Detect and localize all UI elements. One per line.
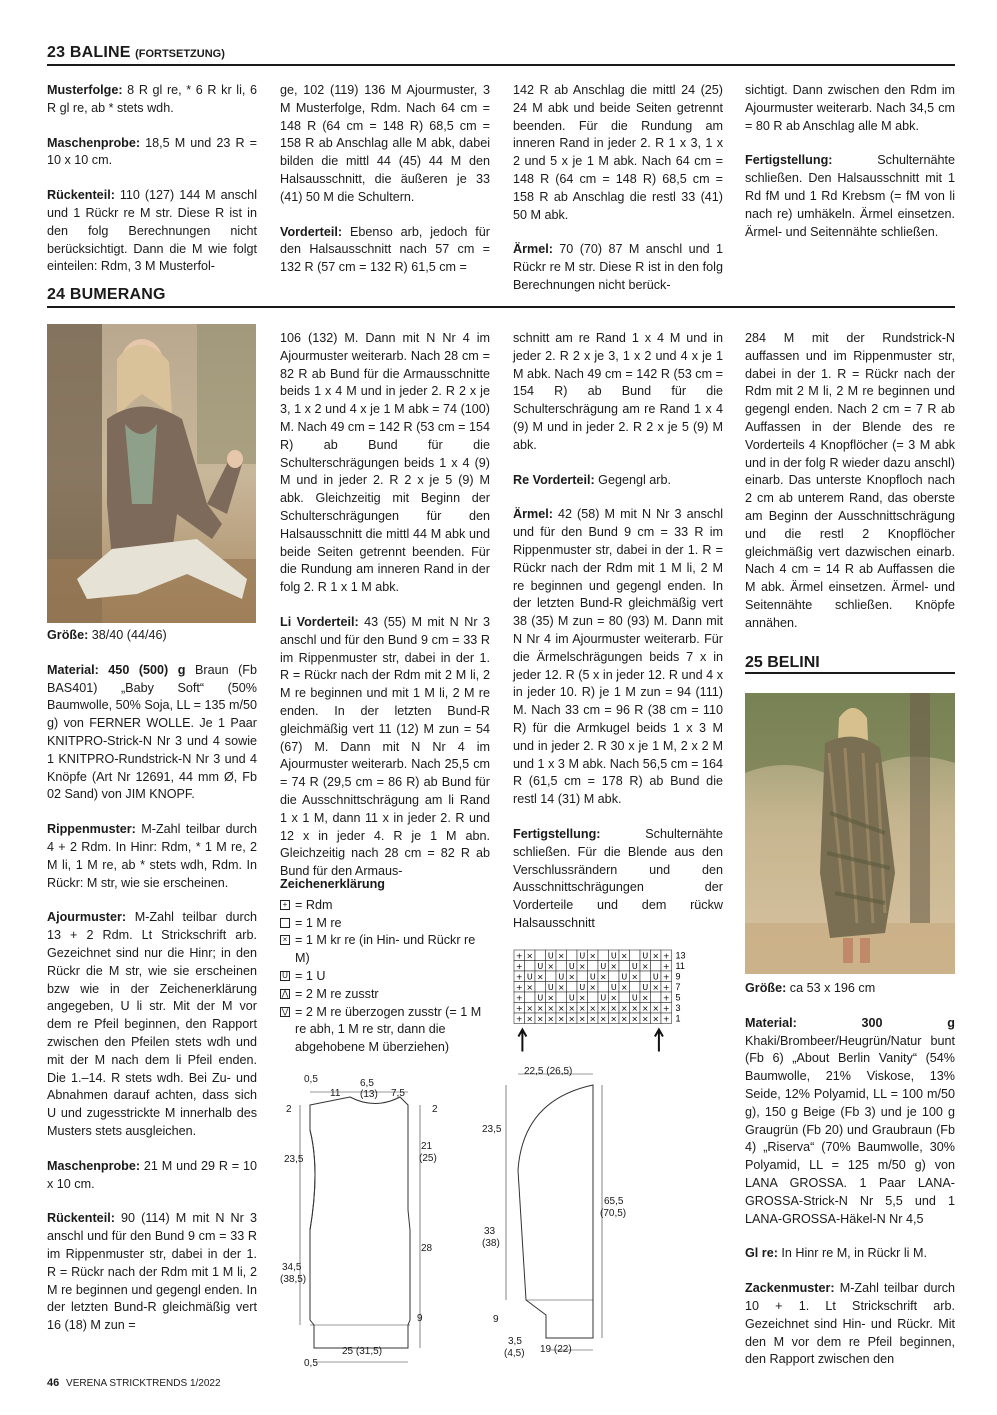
model-photo-bumerang (47, 324, 256, 623)
chart-row-label: 7 (675, 982, 681, 992)
paragraph (745, 980, 955, 998)
chart-symbol: + (662, 962, 670, 971)
chart-symbol: U (642, 983, 649, 992)
paragraph-text: 42 (58) M mit N Nr 3 anschl und für den Bund 9 cm = 33 R im Rippenmuster str, dabei in der 1. R = Rückr nach der Rdm mit 1 M li, 2 M re beginnen und gegengl enden. In der letzten Bund-R gleichmäßig vert 38 (35) M zun = 80 (93) M. Dann mit N Nr 4 im Ajourmuster weiterarb. Für die Ärmelschrägungen beids 7 x in jeder 12. R (5 x in jeder 12. R und 4 x in jeder 10. R) je 1 M zun = 94 (111) M. Nach 33 cm = 96 R (38 cm = 110 R) für die Armkugel beids 1 x 3 M und in jeder 2. R 30 x je 1 M, 2 x 2 M und 1 x 3 M abk. Nach 56,5 cm = 164 R (61,5 cm = 178 R) ab Bund die restl 14 (31) M abk. (513, 507, 723, 807)
paragraph-label: Gl re: (745, 1246, 778, 1261)
paragraph (745, 82, 955, 135)
dim-label: 0,5 (304, 1358, 318, 1369)
paragraph-label: Material: 300 g (745, 1015, 955, 1030)
legend-symbol-icon: ⋁ (281, 1006, 289, 1016)
paragraph-label: Li Vorderteil: (280, 614, 359, 629)
dim-label: (4,5) (504, 1348, 525, 1359)
paragraph-label: Größe: (47, 628, 89, 642)
chart-symbol: + (515, 962, 523, 971)
chart-symbol: × (599, 1004, 607, 1013)
chart-symbol: × (652, 983, 660, 992)
chart-cell (567, 982, 578, 993)
legend-text: = 1 M kr re (in Hin- und Rückr re M) (295, 933, 476, 966)
paragraph (745, 330, 955, 633)
chart-symbol: × (557, 983, 565, 992)
legend-symbol-icon: + (280, 900, 290, 910)
chart-cell (577, 971, 588, 982)
legend-text: = 2 M re überzogen zusstr (= 1 M re abh, 1 M re str, dann die abgehobene M überziehen) (295, 1004, 482, 1055)
chart-symbol: × (599, 1014, 607, 1024)
chart-symbol: + (662, 993, 670, 1003)
magazine-name: VERENA STRICKTRENDS 1/2022 (66, 1378, 221, 1389)
chart-symbol: × (620, 951, 628, 961)
chart-symbol: × (526, 951, 534, 961)
paragraph-text: 38/40 (44/46) (88, 628, 167, 642)
chart-symbol: × (578, 962, 586, 971)
chart-cell (598, 950, 609, 961)
chart-symbol: × (578, 1004, 586, 1013)
legend-item (280, 968, 490, 986)
dim-label: 9 (417, 1313, 423, 1324)
paragraph-text: In Hinr re M, in Rückr li M. (777, 1246, 927, 1261)
chart-cell (525, 992, 536, 1003)
dim-label: 3,5 (508, 1336, 522, 1347)
chart-symbol: U (600, 993, 607, 1003)
chart-symbol: U (642, 951, 649, 961)
legend-text: = 1 U (295, 968, 326, 983)
dim-label: 25 (31,5) (342, 1346, 383, 1357)
chart-symbol: U (589, 972, 596, 982)
dim-label: 9 (493, 1314, 499, 1325)
paragraph-text: 18,5 M und 23 R = 10 x 10 cm. (47, 135, 257, 168)
chart-symbol: × (641, 1014, 649, 1024)
paragraph-label: Rückenteil: (47, 1211, 115, 1226)
chart-symbol: U (547, 983, 554, 992)
paragraph (513, 826, 723, 933)
chart-symbol: × (557, 1014, 565, 1024)
chart-symbol: × (589, 951, 597, 961)
paragraph (280, 224, 490, 277)
chart-row-label: 3 (675, 1003, 681, 1013)
chart-cell (588, 961, 599, 972)
paragraph-text: Schulternähte schließen. Für die Blende aus den Verschlussrändern und den Ausschnittschrägungen der Vorderteile und dem rückw Halsausschnitt (513, 826, 723, 930)
chart-symbol: × (610, 993, 618, 1003)
paragraph (47, 909, 257, 1140)
paragraph-text: 21 M und 29 R = 10 x 10 cm. (47, 1158, 257, 1191)
chart-symbol: + (662, 951, 670, 961)
chart-symbol: U (610, 983, 617, 992)
legend-title: Zeichenerklärung (280, 877, 385, 891)
chart-symbol: + (662, 983, 670, 992)
section-23-header (47, 44, 955, 66)
dim-label: (13) (360, 1089, 378, 1100)
dim-label: 28 (421, 1243, 433, 1254)
paragraph-label: Größe: (745, 981, 787, 995)
chart-symbol: × (631, 1014, 639, 1024)
chart-symbol: × (620, 983, 628, 992)
chart-symbol: + (662, 1004, 670, 1013)
chart-symbol: × (589, 983, 597, 992)
paragraph-label: Fertigstellung: (513, 826, 601, 841)
chart-symbol: U (558, 972, 565, 982)
paragraph (47, 1158, 257, 1194)
legend-symbol-icon: U (280, 971, 290, 981)
chart-symbol: + (515, 972, 523, 982)
chart-symbol: U (631, 993, 638, 1003)
legend-item (280, 915, 490, 933)
paragraph (513, 506, 723, 809)
chart-symbol: × (547, 962, 555, 971)
paragraph-label: Rückenteil: (47, 188, 115, 203)
paragraph (745, 1245, 955, 1263)
legend-item (280, 986, 490, 1004)
chart-symbol: × (547, 993, 555, 1003)
paragraph-label: Ärmel: (513, 242, 553, 257)
paragraph-label: Vorderteil: (280, 224, 343, 239)
legend-item (280, 1004, 490, 1057)
chart-cell (535, 982, 546, 993)
paragraph-label: Ärmel: (513, 507, 553, 522)
paragraph (47, 627, 257, 645)
chart-symbol: U (652, 972, 659, 982)
paragraph-text: 8 R gl re, * 6 R kr li, 6 R gl re, ab * stets wdh. (47, 83, 257, 115)
paragraph (513, 330, 723, 455)
chart-symbol: × (536, 972, 544, 982)
chart-symbol: + (662, 972, 670, 982)
chart-symbol: + (515, 1014, 523, 1024)
chart-row-label: 13 (675, 950, 686, 961)
paragraph-label: Material: 450 (500) g (47, 662, 186, 677)
dim-label: 0,5 (304, 1074, 318, 1085)
paragraph (47, 662, 257, 804)
chart-row-label: 11 (675, 961, 685, 971)
chart-symbol: U (537, 962, 544, 971)
dim-label: 7,5 (391, 1088, 405, 1099)
section-23-col-1 (47, 82, 257, 278)
chart-symbol: × (568, 972, 576, 982)
chart-symbol: U (526, 972, 533, 982)
section-23-col-2 (280, 82, 490, 278)
chart-symbol: U (600, 962, 607, 971)
paragraph-label: Re Vorderteil: (513, 472, 595, 487)
section-24-header (47, 286, 955, 308)
dim-label: 33 (484, 1226, 496, 1237)
chart-cell (535, 950, 546, 961)
chart-symbol: × (536, 1014, 544, 1024)
paragraph-text: M-Zahl teilbar durch 13 + 2 Rdm. Lt Strickschrift arb. Gezeichnet sind nur die Hinr; in den Rückr die M str, wie sie erscheinen bzw wie in der Zeichenerklärung angegeben, U li str. Mit der M vor dem re Pfeil beginnen, den Rapport zwischen den Pfeilen stets wdh und mit der M nach dem li Pfeil enden. Die 1.–14. R stets wdh. Bei Zu- und Abnahmen darauf achten, dass sich U und zugesstrickte M innerhalb des Musters stets ausgleichen. (47, 910, 257, 1138)
chart-symbol: U (568, 962, 575, 971)
chart-cell (630, 982, 641, 993)
dim-label: (70,5) (600, 1208, 627, 1219)
chart-symbol: × (631, 1004, 639, 1013)
dim-label: 65,5 (604, 1196, 624, 1207)
dim-label: (25) (419, 1153, 437, 1164)
legend-item (280, 897, 490, 915)
paragraph-text: ge, 102 (119) 136 M Ajourmuster, 3 M Musterfolge, Rdm. Nach 64 cm = 148 R (64 cm = 148 R) 68,5 cm = 158 R ab Anschlag alle M abk, dabei bilden die mittl 44 (45) 44 M den Halsausschnitt, die äußeren je 33 (41) 50 M die Schultern. (280, 83, 490, 204)
page-footer (47, 1377, 221, 1389)
chart-symbol: × (631, 972, 639, 982)
chart-symbol: × (610, 1004, 618, 1013)
paragraph-label: Ajourmuster: (47, 910, 127, 925)
paragraph (47, 82, 257, 118)
dim-label: 34,5 (282, 1262, 302, 1273)
chart-symbol: + (515, 1004, 523, 1013)
paragraph (47, 135, 257, 171)
paragraph-label: Fertigstellung: (745, 153, 833, 168)
chart-cell (556, 992, 567, 1003)
paragraph (513, 82, 723, 224)
dim-label: 6,5 (360, 1078, 374, 1089)
paragraph-text: M-Zahl teilbar durch 10 + 1. Lt Strickschrift arb. Gezeichnet sind Hin- und Rückr. Mit den M vor dem re Pfeil beginnen, den Rapport zwischen den (745, 1281, 955, 1367)
dim-label: (38,5) (280, 1274, 307, 1285)
legend-text: = Rdm (295, 897, 333, 912)
paragraph-label: Maschenprobe: (47, 135, 141, 150)
paragraph-label: Maschenprobe: (47, 1158, 141, 1173)
paragraph (47, 821, 257, 892)
dim-label: 22,5 (26,5) (524, 1066, 573, 1077)
legend-item (280, 932, 490, 968)
chart-symbol: × (599, 972, 607, 982)
paragraph-text: ca 53 x 196 cm (786, 981, 876, 995)
page-number: 46 (47, 1377, 60, 1389)
paragraph (745, 1015, 955, 1229)
model-photo-belini (745, 693, 955, 974)
legend-symbol-icon: ⋀ (281, 988, 289, 998)
section-24-col-1 (47, 627, 257, 1369)
chart-symbol: × (652, 951, 660, 961)
chart-symbol: × (536, 1004, 544, 1013)
paragraph-text: 284 M mit der Rundstrick-N auffassen und im Rippenmuster str, dabei in der 1. R = Rückr nach der Rdm mit 2 M li, 2 M re beginnen und gegengl enden. Nach 2 cm = 7 R ab Auffassen in der Blende des re Vorderteils 4 Knopflöcher (= 3 M abk und in der folg R wieder dazu anschl) einarb. Das unterste Knopfloch nach 2 cm ab unterem Rand, das oberste am Beginn der Ausschnittschrägung und die restl 2 Knopflöcher gleichmäßig vert dazwischen einarb. Nach 4 cm = 14 R ab Auffassen die M abk. Ärmel einsetzen. Ärmel- und Seitennähte schließen. Knöpfe annähen. (745, 331, 955, 630)
section-23-col-3 (513, 82, 723, 292)
paragraph (280, 330, 490, 597)
repeat-arrow-icon (518, 1030, 526, 1052)
section-24-col-3 (513, 330, 723, 935)
chart-symbol: × (578, 993, 586, 1003)
chart-cell (598, 982, 609, 993)
chart-symbol: × (652, 1014, 660, 1024)
chart-symbol: × (641, 962, 649, 971)
paragraph (47, 1210, 257, 1335)
paragraph (513, 472, 723, 490)
section-25-col (745, 980, 955, 1370)
section-23-col-4 (745, 82, 955, 278)
dim-label: 2 (286, 1104, 292, 1115)
chart-cell (525, 961, 536, 972)
paragraph-text: Gegengl arb. (594, 472, 671, 487)
paragraph-text: sichtigt. Dann zwischen den Rdm im Ajourmuster weiterarb. Nach 34,5 cm = 80 R ab Anschlag alle M abk. (745, 83, 955, 133)
chart-cell (546, 971, 557, 982)
paragraph-text: 70 (70) 87 M anschl und 1 Rückr re M str. Diese R ist in den folg Berechnungen nicht berück- (513, 242, 723, 292)
chart-symbol: × (557, 951, 565, 961)
chart-row-label: 1 (675, 1013, 681, 1024)
chart-symbol: × (589, 1014, 597, 1024)
paragraph-text: 43 (55) M mit N Nr 3 anschl und für den Bund 9 cm = 33 R im Rippenmuster str, dabei in der 1. R = Rückr nach der Rdm mit 2 M li, 2 M re beginnen und mit 1 M li, 2 M re enden. In der letzten Bund-R gleichmäßig vert 11 (12) M zun = 54 (67) M. Dann mit N Nr 4 im Ajourmuster weiterarb. Nach 25,5 cm = 74 R (29,5 cm = 86 R) ab Bund für die Ausschnittschrägung am li Rand 1 x 1 M, dann 11 x in jeder 2. R und 12 x in jeder 4. R je 1 M abn. Gleichzeitig nach 28 cm = 82 R ab Bund für den Armaus- (280, 614, 490, 879)
paragraph-text: 90 (114) M mit N Nr 3 anschl und für den Bund 9 cm = 33 R im Rippenmuster str, dabei in der 1. R = Rückr nach der Rdm mit 1 M li, 2 M re beginnen und gegengl enden. In der letzten Bund-R gleichmäßig vert 16 (18) M zun = (47, 1211, 257, 1333)
chart-symbol: × (641, 993, 649, 1003)
chart-cell (630, 950, 641, 961)
chart-symbol: × (641, 1004, 649, 1013)
dim-label: 19 (22) (540, 1344, 572, 1355)
dim-label: 11 (330, 1088, 341, 1099)
legend-text: = 2 M re zusstr (295, 986, 379, 1001)
chart-symbol: × (547, 1004, 555, 1013)
chart-symbol: × (578, 1014, 586, 1024)
chart-symbol: × (610, 1014, 618, 1024)
section-24-col-2 (280, 330, 490, 879)
chart-cell (651, 992, 662, 1003)
section-24-col-4 (745, 330, 955, 630)
paragraph-text: Khaki/Brombeer/Heugrün/Natur bunt (Fb 6) „About Berlin Vanity“ (54% Baumwolle, 21% Viskose, 13% Seide, 12% Polyamid, LL = 100 m/50 g), 150 g Beige (Fb 3) und je 100 g Graugrün (Fb 20) und Graubraun (Fb 4) „Riserva“ (70% Baumwolle, 30% Polyamid, LL = 125 m/50 g) von LANA GROSSA. 1 Paar LANA-GROSSA-Strick-N Nr 5,5 und 1 LANA-GROSSA-Häkel-N Nr 4,5 (745, 1033, 955, 1226)
dim-label: 23,5 (284, 1154, 304, 1165)
chart-symbol: U (579, 983, 586, 992)
chart-symbol: U (621, 972, 628, 982)
paragraph-text: 110 (127) 144 M anschl und 1 Rückr re M str. Diese R ist in den folg Berechnungen nicht berücksichtigt. Dann die M wie folgt einteilen: Rdm, 3 M Musterfol- (47, 188, 257, 274)
chart-cell (556, 961, 567, 972)
chart-symbol: × (620, 1004, 628, 1013)
chart-symbol: × (526, 1004, 534, 1013)
paragraph-text: M-Zahl teilbar durch 4 + 2 Rdm. In Hinr: Rdm, * 1 M re, 2 M li, 1 M re, ab * stets wdh, Rdm. In Rückr: M str, wie sie erscheinen. (47, 822, 257, 890)
chart-symbol: × (652, 1004, 660, 1013)
chart-cell (619, 961, 630, 972)
section-23-subtitle: (FORTSETZUNG) (135, 48, 225, 60)
paragraph-label: Musterfolge: (47, 83, 123, 97)
chart-cell (619, 992, 630, 1003)
chart-symbol: × (547, 1014, 555, 1024)
schematic-sleeve (478, 1060, 648, 1370)
paragraph-text: Schulternähte schließen. Den Halsausschnitt mit 1 Rd fM und 1 Rd Krebsm (= fM von li nach re) umhäkeln. Ärmel einsetzen. Ärmel- und Seitennähte schließen. (745, 153, 955, 239)
dim-label: 21 (421, 1141, 433, 1152)
chart-legend (280, 876, 490, 1057)
chart-symbol: U (631, 962, 638, 971)
paragraph-text: schnitt am re Rand 1 x 4 M und in jeder 2. R 2 x je 3, 1 x 2 und 4 x je 1 M abk. Nach 49 cm = 142 R (53 cm = 154 R) ab Bund für die Schulterschrägung am re Rand 1 x 4 (9) M und in jeder 2. R 2 x je 5 (9) M abk. (513, 331, 723, 452)
repeat-arrow-icon (655, 1030, 663, 1052)
paragraph-text: Ebenso arb, jedoch für den Halsausschnitt nach 57 cm = 132 R (57 cm = 132 R) 61,5 cm = (280, 224, 490, 275)
chart-symbol: × (610, 962, 618, 971)
legend-symbol-icon: × (280, 935, 290, 945)
chart-symbol: × (526, 1014, 534, 1024)
chart-symbol: U (537, 993, 544, 1003)
paragraph-label: Zackenmuster: (745, 1281, 835, 1296)
paragraph (280, 82, 490, 207)
chart-cell (640, 971, 651, 982)
legend-text: = 1 M re (295, 915, 342, 930)
chart-symbol: + (515, 983, 523, 992)
dim-label: 2 (432, 1104, 438, 1115)
dim-label: 23,5 (482, 1124, 502, 1135)
legend-symbol-icon (280, 918, 290, 928)
paragraph-text: 142 R ab Anschlag die mittl 24 (25) 24 M abk und beide Seiten getrennt beenden. Für die Rundung am inneren Rand in jeder 2. R 1 x 3, 1 x 2 und 5 x je 1 M abk. Nach 64 cm = 148 R (64 cm = 148 R) 68,5 cm = 158 R ab Anschlag die restl 33 (41) 50 M abk. (513, 83, 723, 222)
paragraph-label: Rippenmuster: (47, 822, 136, 837)
section-25-title: 25 BELINI (745, 654, 955, 674)
dim-label: (38) (482, 1238, 500, 1249)
chart-symbol: U (579, 951, 586, 961)
chart-cell (651, 961, 662, 972)
chart-symbol: × (557, 1004, 565, 1013)
section-23-title: 23 BALINE (47, 44, 131, 61)
chart-symbol: U (547, 951, 554, 961)
chart-symbol: × (568, 1004, 576, 1013)
chart-symbol: U (568, 993, 575, 1003)
chart-symbol: × (589, 1004, 597, 1013)
chart-cell (609, 971, 620, 982)
chart-symbol: + (515, 951, 523, 961)
paragraph-text: Braun (Fb BAS401) „Baby Soft“ (50% Baumwolle, 50% Soja, LL = 135 m/50 g) von FERNER WOLLE. Je 1 Paar KNITPRO-Strick-N Nr 3 und 4 sowie 1 KNITPRO-Rundstrick-N Nr 3 und 4 Knöpfe (Art Nr 12691, 44 mm Ø, Fb 02 Sand) von JIM KNOPF. (47, 662, 257, 802)
paragraph (745, 1280, 955, 1369)
paragraph (47, 187, 257, 276)
chart-row-label: 5 (675, 992, 681, 1003)
chart-symbol: U (610, 951, 617, 961)
chart-symbol: + (515, 993, 523, 1003)
schematic-body (280, 1070, 455, 1370)
chart-symbol: × (568, 1014, 576, 1024)
paragraph-text: 106 (132) M. Dann mit N Nr 4 im Ajourmuster weiterarb. Nach 28 cm = 82 R ab Bund für die Armausschnitte beids 1 x 4 M und in jeder 2. R 2 x je 3, 1 x 2 und 4 x je 1 M abk = 74 (100) M. Nach 49 cm = 142 R (53 cm = 154 R) ab Bund für die Schulterschrägungen beids 1 x 4 (9) M und in jeder 2. R 2 x je 5 (9) M abk. Gleichzeitig mit Beginn der Schulterschrägungen für den Halsausschnitt die mittl 44 M abk und beide Seiten getrennt beenden. Für die Rundung am inneren Rand in der folg 2. R 1 x 1 M abk. (280, 331, 490, 595)
section-24-title: 24 BUMERANG (47, 286, 166, 303)
chart-symbol: + (662, 1014, 670, 1024)
chart-cell (567, 950, 578, 961)
chart-symbol: × (620, 1014, 628, 1024)
chart-cell (588, 992, 599, 1003)
paragraph (745, 152, 955, 241)
chart-row-label: 9 (675, 971, 681, 982)
knitting-chart (512, 948, 702, 1058)
paragraph (280, 614, 490, 881)
chart-symbol: × (526, 983, 534, 992)
